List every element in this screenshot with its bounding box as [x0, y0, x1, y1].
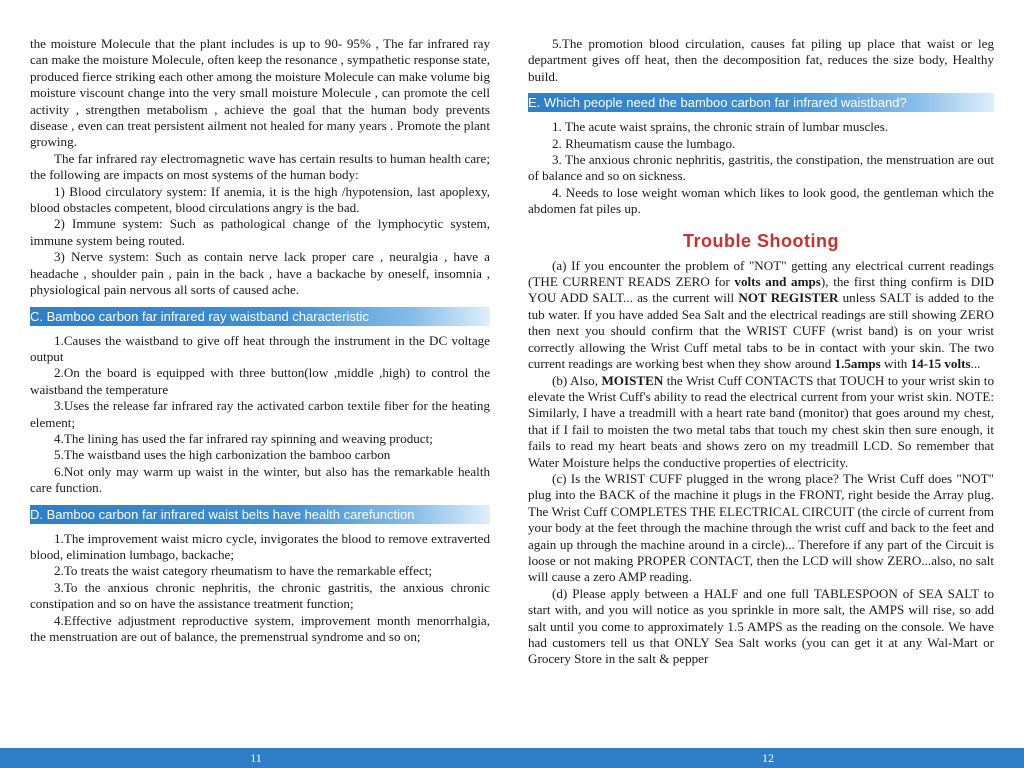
section-heading-text: C. Bamboo carbon far infrared ray waistband characteristic	[30, 308, 369, 324]
bold-run: MOISTEN	[601, 372, 664, 388]
list-item: 4.Effective adjustment reproductive system, improvement month menorrhalgia, the menstruation are out of balance, the premenstrual syndrome and so on;	[30, 612, 490, 644]
list-item: 3.To the anxious chronic nephritis, the chronic gastritis, the anxious chronic constipation and so on have the assistance treatment function;	[30, 579, 490, 612]
text-run: ...	[970, 356, 981, 372]
section-d-heading	[30, 505, 490, 524]
list-item: 4. Needs to lose weight woman which likes to look good, the gentleman which the abdomen fat piles up.	[528, 184, 994, 217]
section-heading-text: E. Which people need the bamboo carbon far infrared waistband?	[528, 95, 907, 111]
list-item: 1. The acute waist sprains, the chronic strain of lumbar muscles.	[552, 119, 889, 135]
page-footer-right	[512, 748, 1024, 768]
list-item: 5.The waistband uses the high carbonization the bamboo carbon	[54, 447, 391, 463]
bold-run: 14-15 volts	[910, 356, 971, 372]
section-e-heading	[528, 93, 994, 112]
page-number: 11	[250, 751, 262, 765]
paragraph: 3) Nerve system: Such as contain nerve lack proper care , neuralgia , have a headache , shoulder pain , pain in the back , have a backache by oneself, insomnia , physiological pain nervous all sorts of caused ache.	[30, 249, 490, 298]
list-item: 2.To treats the waist category rheumatism to have the remarkable effect;	[54, 563, 433, 579]
text-run: the Wrist Cuff CONTACTS that TOUCH to your wrist skin to elevate the Wrist Cuff's ability to read the electrical current from your wrist skin. NOTE: Similarly, I have a treadmill with a heart rate band (monitor) that goes around my chest, that if I fail to moisten the two metal tabs that touch my chest skin then sure enough, it fails to read my heart beats and shows zero on my treadmill LCD. So remember that Water Moisture helps the conductive properties of electricity.	[528, 372, 994, 470]
list-item: 1.Causes the waistband to give off heat through the instrument in the DC voltage output	[30, 332, 490, 364]
trouble-item-b	[528, 373, 994, 471]
section-heading-text: D. Bamboo carbon far infrared waist belts have health carefunction	[30, 506, 415, 522]
list-item: 3.Uses the release far infrared ray the activated carbon textile fiber for the heating element;	[30, 398, 490, 430]
list-item: 2. Rheumatism cause the lumbago.	[552, 135, 736, 151]
list-item: 1.The improvement waist micro cycle, invigorates the blood to remove extraverted blood, elimination lumbago, backache;	[30, 530, 490, 562]
paragraph: 5.The promotion blood circulation, causes fat piling up place that waist or leg department gives off heat, then the decomposition fat, reduces the size body, Healthy build.	[528, 36, 994, 84]
text-run: (a) If you encounter the problem of "NOT" getting any electrical current readings (THE CURRENT READS ZERO for	[528, 257, 994, 290]
intro-paragraph: the moisture Molecule that the plant includes is up to 90- 95% , The far infrared ray can make the moisture Molecule, often keep the resonance , sympathetic response state, produced fierce striking each other among the moisture Molecule can make volume big moisture viscount change into the very small moisture Molecule , can promote the cell activity , strengthen metabolism , achieve the goal that the human body prevents disease , even can treat persistent ailment not healed for many years . Promote the plant growing.	[30, 36, 490, 150]
text-run: ), the first thing confirm is DID YOU ADD SALT... as the current will	[528, 274, 994, 306]
trouble-item-a	[528, 258, 994, 373]
text-run: with	[880, 356, 911, 372]
trouble-item-c: (c) Is the WRIST CUFF plugged in the wrong place? The Wrist Cuff does "NOT" plug into the BACK of the machine it plugs in the FRONT, right beside the Array plug. The Wrist Cuff COMPLETES THE ELECTRICAL CIRCUIT (the circle of current from your body at the feet through the machine through the wrist cuff and back to the feet and again up through the machine around in a circle)... Therefore if any part of the Circuit is loose or not making PROPER CONTACT, then the LCD will show ZERO...also, no salt will cause a zero AMP reading.	[528, 470, 994, 585]
page-12	[512, 0, 1024, 768]
page-footer-left	[0, 748, 512, 768]
page-number: 12	[762, 751, 774, 765]
list-item: 6.Not only may warm up waist in the winter, but also has the remarkable health care function.	[30, 463, 490, 496]
right-text-column	[528, 36, 994, 742]
paragraph: 2) Immune system: Such as pathological change of the lymphocytic system, immune system being routed.	[30, 216, 490, 248]
trouble-shooting-heading: Trouble Shooting	[683, 230, 839, 251]
text-run: (b) Also,	[552, 372, 602, 388]
bold-run: volts and amps	[734, 274, 821, 290]
list-item: 2.On the board is equipped with three button(low ,middle ,high) to control the waistband the temperature	[30, 365, 490, 397]
bold-run: 1.5amps	[834, 356, 881, 372]
bold-run: NOT REGISTER	[738, 290, 839, 306]
trouble-item-d: (d) Please apply between a HALF and one full TABLESPOON of SEA SALT to start with, and you will notice as you sprinkle in more salt, the AMPS will rise, so add salt until you come to approximately 1.5 AMPS as the reading on the console. We have had customers tell us that ONLY Sea Salt works (you can get it at any Wal-Mart or Grocery Store in the salt & pepper	[528, 585, 994, 667]
paragraph: 1) Blood circulatory system: If anemia, it is the high /hypotension, last apoplexy, blood obstacles competent, blood circulations angry is the bad.	[30, 183, 490, 216]
section-c-heading	[30, 307, 490, 326]
paragraph: The far infrared ray electromagnetic wave has certain results to human health care; the following are impacts on most systems of the human body:	[30, 150, 490, 183]
text-run: unless SALT is added to the tub water. If you have added Sea Salt and the electrical readings are still showing ZERO then next you should confirm that the WRIST CUFF (wrist band) is on your wrist correctly allowing the Wrist Cuff metal tabs to be in contact with your skin. The two current readings are working best when they show around	[528, 290, 994, 372]
left-text-column	[30, 36, 490, 742]
list-item: 3. The anxious chronic nephritis, gastritis, the constipation, the menstruation are out of balance and so on sickness.	[528, 152, 994, 184]
list-item: 4.The lining has used the far infrared ray spinning and weaving product;	[54, 430, 433, 446]
